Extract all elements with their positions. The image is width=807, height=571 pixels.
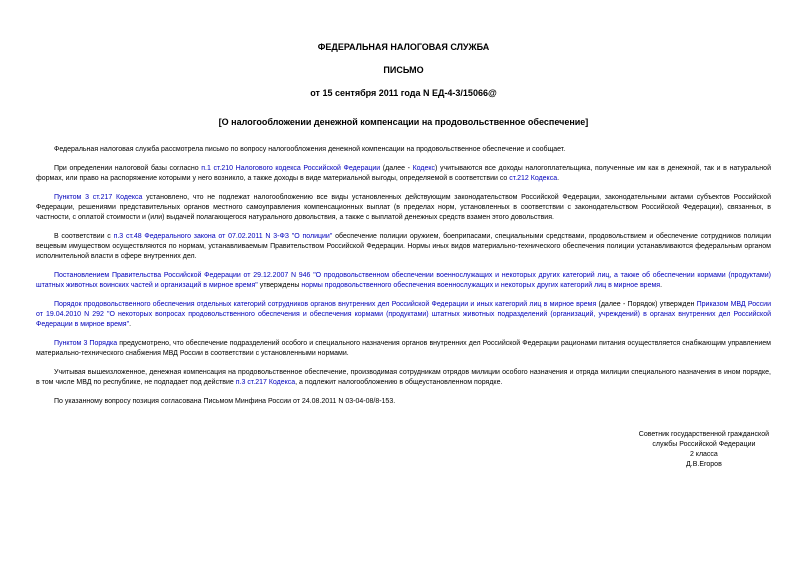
link-food-norms[interactable]: нормы продовольственного обеспечения военнослужащих и некоторых других категорий лиц в мирное время — [301, 282, 661, 289]
paragraph-text: Федеральная налоговая служба рассмотрела письмо по вопросу налогообложения денежной компенсации на продовольственное обеспечение и сообщает. — [54, 146, 566, 153]
paragraph-text: установлено, что не подлежат налогообложению все виды установленных действующим законодательством Российской Федерации, законодательными актами субъектов Российской Федерации, решениями представительных органов местного самоуправления компенсационных выплат (в пределах норм, установленных в соответствии с законодательством Российской Федерации), связанных, в частности, с оплатой стоимости и (или) выдачей полагающегося натурального довольствия, а также с выплатой денежных средств взамен этого довольствия. — [36, 194, 772, 221]
document-body — [36, 145, 771, 407]
paragraph-text: По указанному вопросу позиция согласована Письмом Минфина России от 24.08.2011 N 03-04-08/8-153. — [54, 398, 396, 405]
paragraph-text: . — [557, 175, 560, 182]
paragraph-7 — [36, 339, 771, 359]
document-type: ПИСЬМО — [383, 65, 424, 75]
paragraph-text: обеспечение полиции оружием, боеприпасами, специальными средствами, продовольствием и обеспечение сотрудников полиции вещевым имуществом осуществляются по нормам, устанавливаемым Правительством Российской Федерации. Нормы иных видов материально-технического обеспечения полиции устанавливаются федеральным органом исполнительной власти в сфере внутренних дел. — [36, 233, 772, 260]
signature-line: Советник государственной гражданской — [638, 431, 769, 438]
paragraph-text: утверждены — [257, 282, 302, 289]
paragraph-text: Учитывая вышеизложенное, денежная компенсация на продовольственное обеспечение, производимая сотрудникам отрядов милиции особого назначения и отряда милиции специального назначения в ином порядке, в том числе МВД по республике, не подпадает под действие — [36, 369, 771, 386]
link-art217-p3-second[interactable]: п.3 ст.217 Кодекса — [235, 379, 296, 386]
link-code[interactable]: Кодекс — [412, 165, 435, 172]
signature-line: 2 класса — [689, 451, 718, 458]
signature-block — [639, 430, 769, 470]
paragraph-text: . — [129, 321, 132, 328]
paragraph-text: В соответствии с — [54, 233, 114, 240]
paragraph-3 — [36, 193, 771, 223]
paragraph-2 — [36, 164, 771, 184]
link-food-procedure[interactable]: Порядок продовольственного обеспечения отдельных категорий сотрудников органов внутренних дел Российской Федерации и иных категорий лиц в мирное время — [54, 301, 597, 308]
signature-name: Д.В.Егоров — [686, 461, 722, 468]
paragraph-text: При определении налоговой базы согласно — [54, 165, 202, 172]
link-art217-p3[interactable]: Пунктом 3 ст.217 Кодекса — [54, 194, 143, 201]
paragraph-text: , а подлежит налогообложению в общеустановленном порядке. — [295, 379, 503, 386]
paragraph-1 — [36, 145, 771, 155]
paragraph-4 — [36, 232, 771, 262]
document-date-number: от 15 сентября 2011 года N ЕД-4-3/15066@ — [310, 88, 497, 98]
paragraph-text: (далее - — [380, 165, 413, 172]
signature-line: службы Российской Федерации — [652, 441, 756, 448]
paragraph-9 — [36, 397, 771, 407]
link-government-decree-946[interactable]: Постановлением Правительства Российской Федерации от 29.12.2007 N 946 "О продовольственном обеспечении военнослужащих и некоторых других категорий лиц, а также об обеспечении кормами (продуктами) штатных животных воинских частей и организаций в мирное время" — [36, 272, 771, 289]
agency-title: ФЕДЕРАЛЬНАЯ НАЛОГОВАЯ СЛУЖБА — [317, 42, 490, 52]
link-art212[interactable]: ст.212 Кодекса — [509, 175, 558, 182]
paragraph-6 — [36, 300, 771, 330]
paragraph-5 — [36, 271, 771, 291]
link-tax-code-art210[interactable]: п.1 ст.210 Налогового кодекса Российской Федерации — [201, 165, 381, 172]
paragraph-text: предусмотрено, что обеспечение подразделений особого и специального назначения органов внутренних дел Российской Федерации рационами питания осуществляется снабжающим управлением материально-технического снабжения МВД России в соответствии с установленными нормами. — [36, 340, 771, 357]
paragraph-8 — [36, 368, 771, 388]
document-subject: [О налогообложении денежной компенсации на продовольственное обеспечение] — [218, 117, 589, 127]
link-procedure-p3[interactable]: Пунктом 3 Порядка — [54, 340, 118, 347]
link-police-law[interactable]: п.3 ст.48 Федерального закона от 07.02.2011 N 3-ФЗ "О полиции" — [113, 233, 333, 240]
paragraph-text: (далее - Порядок) утвержден — [596, 301, 697, 308]
paragraph-text: ) учитываются все доходы налогоплательщика, полученные им как в денежной, так и в натуральной формах, или право на распоряжение которыми у него возникло, а также доходы в виде материальной выгоды, определяемой в соответствии со — [36, 165, 771, 182]
paragraph-text: . — [660, 282, 663, 289]
link-mvd-order-292[interactable]: Приказом МВД России от 19.04.2010 N 292 "О некоторых вопросах продовольственного обеспечения и обеспечения кормами (продуктами) штатных животных подразделений (организаций, учреждений) в органах внутренних дел Российской Федерации в мирное время" — [36, 301, 771, 328]
